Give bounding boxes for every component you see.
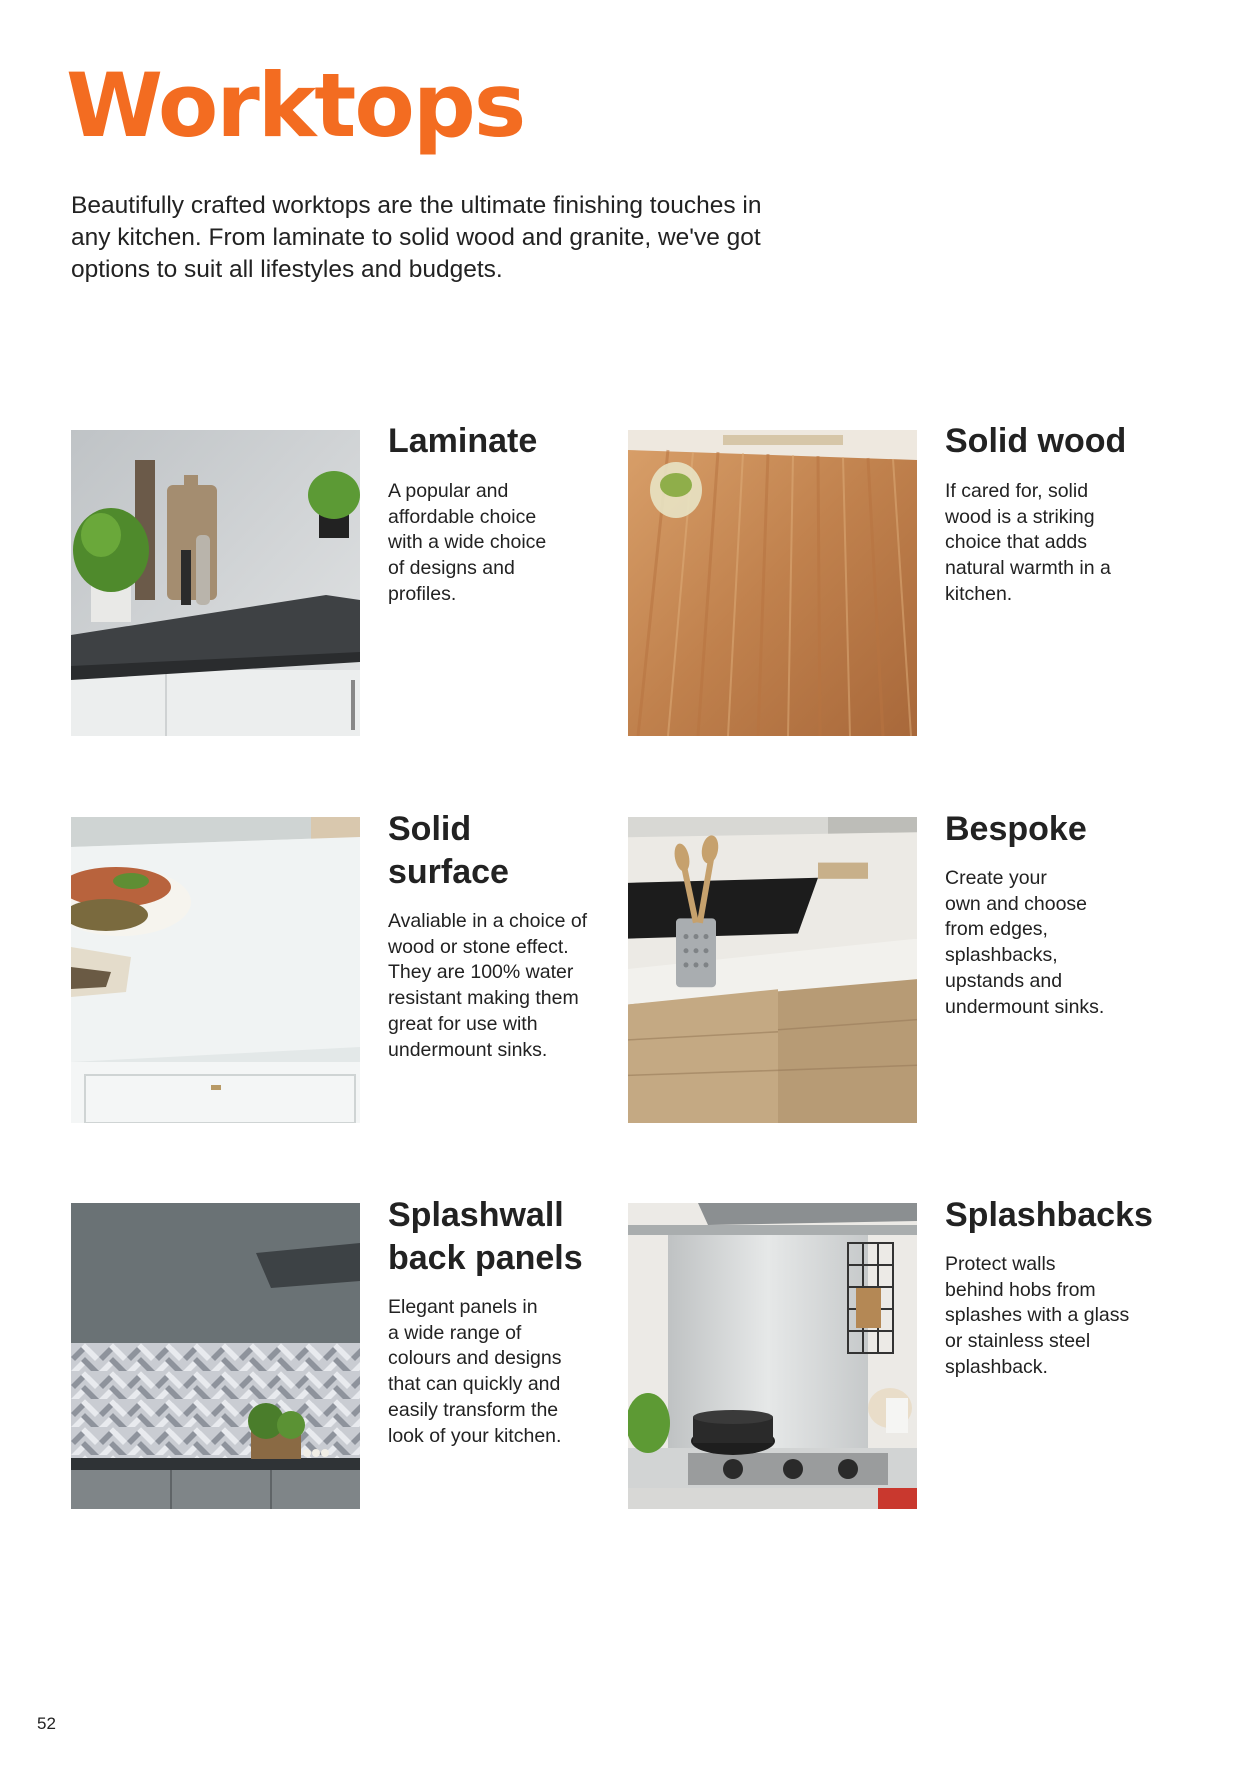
text-line: Avaliable in a choice of bbox=[388, 910, 588, 932]
page-title: Worktops bbox=[66, 54, 525, 157]
bespoke-photo bbox=[628, 817, 917, 1123]
text-line: colours and designs bbox=[388, 1347, 562, 1370]
text-line: wood or stone effect. bbox=[388, 935, 569, 958]
text-line: affordable choice bbox=[388, 505, 537, 528]
solid-surface-photo bbox=[71, 817, 360, 1123]
text-line: undermount sinks. bbox=[945, 995, 1105, 1018]
text-line: or stainless steel bbox=[945, 1330, 1091, 1353]
card-text bbox=[388, 479, 546, 608]
text-line: of designs and bbox=[388, 557, 515, 580]
text-line: wood is a striking bbox=[945, 505, 1095, 528]
card-heading bbox=[388, 420, 537, 463]
card-heading bbox=[945, 808, 1087, 851]
text-line: behind hobs from bbox=[945, 1278, 1096, 1301]
card-text bbox=[945, 479, 1111, 608]
text-line: kitchen. bbox=[945, 582, 1013, 605]
solid-surface-heading-line: surface bbox=[388, 853, 509, 891]
text-line: profiles. bbox=[388, 582, 457, 605]
text-line: own and choose bbox=[945, 892, 1088, 915]
splashwall-photo bbox=[71, 1203, 360, 1509]
card-text bbox=[388, 909, 587, 1063]
text-line: undermount sinks. bbox=[388, 1038, 548, 1061]
splashbacks-photo bbox=[628, 1203, 917, 1509]
text-line: Elegant panels in bbox=[388, 1296, 538, 1318]
card-text bbox=[945, 1252, 1129, 1381]
solid-surface-heading-line: Solid bbox=[388, 810, 472, 848]
text-line: splashbacks, bbox=[945, 944, 1058, 967]
intro-line: options to suit all lifestyles and budgets. bbox=[71, 256, 503, 283]
laminate-heading: Laminate bbox=[388, 422, 538, 460]
text-line: from edges, bbox=[945, 918, 1048, 941]
solid-wood-photo bbox=[628, 430, 917, 736]
text-line: splashback. bbox=[945, 1355, 1048, 1378]
splashwall-heading-line: Splashwall bbox=[388, 1196, 564, 1234]
text-line: that can quickly and bbox=[388, 1373, 561, 1396]
text-line: a wide range of bbox=[388, 1321, 522, 1344]
intro-paragraph bbox=[71, 190, 851, 286]
card-heading bbox=[388, 808, 509, 894]
card-heading bbox=[388, 1194, 583, 1280]
splashwall-heading-line: back panels bbox=[388, 1239, 583, 1277]
laminate-photo bbox=[71, 430, 360, 736]
text-line: with a wide choice bbox=[388, 531, 547, 554]
text-line: splashes with a glass bbox=[945, 1304, 1130, 1327]
text-line: They are 100% water bbox=[388, 961, 574, 984]
card-text bbox=[945, 866, 1104, 1020]
text-line: A popular and bbox=[388, 480, 509, 502]
bespoke-heading: Bespoke bbox=[945, 810, 1087, 848]
splashbacks-heading: Splashbacks bbox=[945, 1196, 1153, 1234]
solid-wood-heading: Solid wood bbox=[945, 422, 1127, 460]
intro-line: any kitchen. From laminate to solid wood and granite, we've got bbox=[71, 224, 761, 251]
text-line: Create your bbox=[945, 867, 1047, 889]
text-line: choice that adds bbox=[945, 531, 1088, 554]
page-number: 52 bbox=[37, 1714, 56, 1733]
text-line: If cared for, solid bbox=[945, 480, 1089, 502]
text-line: easily transform the bbox=[388, 1398, 559, 1421]
text-line: natural warmth in a bbox=[945, 557, 1111, 580]
intro-line: Beautifully crafted worktops are the ultimate finishing touches in bbox=[71, 192, 762, 219]
card-heading bbox=[945, 420, 1126, 463]
text-line: great for use with bbox=[388, 1012, 538, 1035]
text-line: look of your kitchen. bbox=[388, 1424, 562, 1447]
text-line: resistant making them bbox=[388, 987, 579, 1010]
text-line: Protect walls bbox=[945, 1253, 1056, 1275]
card-text bbox=[388, 1295, 561, 1449]
text-line: upstands and bbox=[945, 969, 1063, 992]
card-heading bbox=[945, 1194, 1153, 1237]
